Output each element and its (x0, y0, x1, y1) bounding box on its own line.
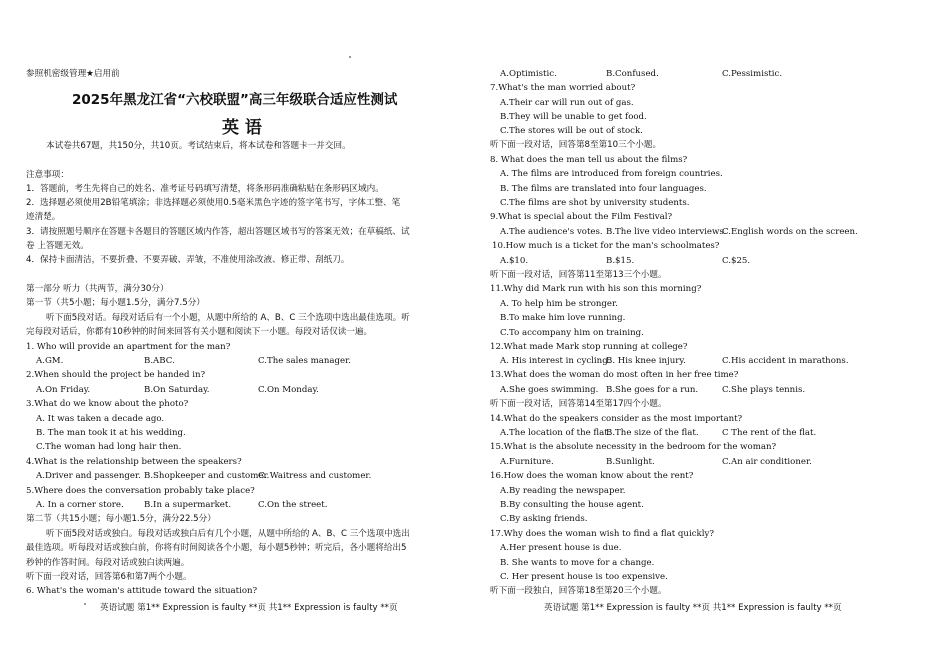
q3-option-b: B. The man took it at his wedding. (36, 428, 186, 438)
q4-option-b: B.Shopkeeper and customer. (144, 471, 270, 481)
question-17: 17.Why does the woman wish to find a flat quickly? (490, 529, 714, 539)
q15-option-c: C.An air conditioner. (722, 457, 812, 467)
q9-option-c: C.English words on the screen. (722, 227, 858, 237)
question-10: 10.How much is a ticket for the man's schoolmates? (492, 241, 720, 251)
question-3: 3.What do we know about the photo? (26, 399, 189, 409)
page-footer: 英语试题 第1** Expression is faulty **页 共1** Expression is faulty **页 (100, 603, 398, 613)
q17-option-c: C. Her present house is too expensive. (500, 572, 668, 582)
q4-option-a: A.Driver and passenger. (36, 471, 141, 481)
q3-option-a: A. It was taken a decade ago. (36, 414, 165, 424)
q12-option-a: A. His interest in cycling. (500, 356, 611, 366)
notice-item-3: 3．请按照题号顺序在答题卡各题目的答题区域内作答，超出答题区域书写的答案无效；在草稿纸、试 (26, 227, 410, 237)
q6-option-a: A.Optimistic. (500, 69, 557, 79)
q7-option-a: A.Their car will run out of gas. (500, 98, 634, 108)
q11-option-c: C.To accompany him on training. (500, 328, 644, 338)
q10-option-a: A.$10. (500, 256, 529, 266)
q15-option-a: A.Furniture. (500, 457, 554, 467)
q11-option-a: A. To help him be stronger. (500, 299, 618, 309)
q2-option-b: B.On Saturday. (144, 385, 210, 395)
q4-option-c: C. Waitress and customer. (258, 471, 372, 481)
question-11: 11.Why did Mark run with his son this morning? (490, 284, 702, 294)
question-16: 16.How does the woman know about the rent? (490, 471, 694, 481)
question-6: 6. What's the woman's attitude toward the situation? (26, 586, 258, 596)
question-4: 4.What is the relationship between the speakers? (26, 457, 242, 467)
q14-option-b: B.The size of the flat. (606, 428, 699, 438)
listening-lead-11-13: 听下面一段对话，回答第11至第13三个小题。 (490, 270, 667, 280)
listening-lead-18-20: 听下面一段独白，回答第18至第20三个小题。 (490, 586, 667, 596)
q16-option-b: B.By consulting the house agent. (500, 500, 644, 510)
q1-option-c: C.The sales manager. (258, 356, 352, 366)
notice-title: 注意事项： (26, 170, 69, 180)
notice-item-3-cont: 卷 上答题无效。 (26, 241, 89, 251)
q12-option-b: B. His knee injury. (606, 356, 686, 366)
q2-option-c: C.On Monday. (258, 385, 319, 395)
q9-option-b: B.The live video interviews. (606, 227, 727, 237)
notice-item-2-cont: 迹清楚。 (26, 212, 61, 222)
q11-option-b: B.To make him love running. (500, 313, 626, 323)
section-one-directions: 听下面5段对话。每段对话后有一个小题，从题中所给的 A、B、C 三个选项中选出最佳选项。听 (46, 313, 410, 323)
part-one-heading: 第一部分 听力（共两节，满分30分） (26, 284, 169, 294)
question-8: 8. What does the man tell us about the films? (490, 155, 688, 165)
exam-intro: 本试卷共67题，共150分，共10页。考试结束后，将本试卷和答题卡一并交回。 (46, 141, 351, 151)
exam-title: 2025年黑龙江省“六校联盟”高三年级联合适应性测试 (72, 92, 398, 108)
q7-option-c: C.The stores will be out of stock. (500, 126, 643, 136)
question-15: 15.What is the absolute necessity in the bedroom for the woman? (490, 442, 777, 452)
q5-option-b: B.In a supermarket. (144, 500, 232, 510)
q13-option-c: C.She plays tennis. (722, 385, 806, 395)
question-1: 1. Who will provide an apartment for the man? (26, 342, 231, 352)
listening-lead-8-10: 听下面一段对话，回答第8至第10三个小题。 (490, 140, 662, 150)
q8-option-c: C.The films are shot by university students. (500, 198, 690, 208)
listening-lead-6-7: 听下面一段对话，回答第6和第7两个小题。 (26, 572, 192, 582)
section-one-directions-cont: 完每段对话后，你都有10秒钟的时间来回答有关小题和阅读下一小题。每段对话仅读一遍。 (26, 327, 373, 337)
section-two-directions: 听下面5段对话或独白。每段对话或独白后有几个小题，从题中所给的 A、B、C 三个选项中选出 (46, 529, 410, 539)
q14-option-a: A.The location of the flat. (500, 428, 611, 438)
q7-option-b: B.They will be unable to get food. (500, 112, 647, 122)
q10-option-c: C.$25. (722, 256, 751, 266)
q17-option-b: B. She wants to move for a change. (500, 558, 655, 568)
q8-option-b: B. The films are translated into four languages. (500, 184, 707, 194)
listening-lead-14-17: 听下面一段对话，回答第14至第17四个小题。 (490, 399, 667, 409)
notice-item-4: 4．保持卡面清洁，不要折叠、不要弄破、弄皱，不准使用涂改液、修正带、刮纸刀。 (26, 255, 350, 265)
section-one-heading: 第一节（共5小题；每小题1.5分，满分7.5分） (26, 298, 205, 308)
question-5: 5.Where does the conversation probably take place? (26, 486, 255, 496)
q14-option-c: C The rent of the flat. (722, 428, 817, 438)
q8-option-a: A. The films are introduced from foreign countries. (500, 169, 723, 179)
question-7: 7.What's the man worried about? (490, 83, 636, 93)
notice-item-1: 1．答题前，考生先将自己的姓名、准考证号码填写清楚，将条形码准确粘贴在条形码区域内。 (26, 184, 384, 194)
q13-option-a: A.She goes swimming. (500, 385, 599, 395)
q16-option-a: A.By reading the newspaper. (500, 486, 626, 496)
q10-option-b: B.$15. (606, 256, 635, 266)
question-9: 9.What is special about the Film Festival? (490, 212, 673, 222)
q17-option-a: A.Her present house is due. (500, 543, 622, 553)
q5-option-a: A. In a corner store. (36, 500, 124, 510)
q5-option-c: C.On the street. (258, 500, 328, 510)
q2-option-a: A.On Friday. (36, 385, 91, 395)
section-two-directions-cont: 最佳选项。听每段对话或独白前，你将有时间阅读各个小题，每小题5秒钟；听完后，各小题将给出5 (26, 543, 407, 553)
question-12: 12.What made Mark stop running at college? (490, 342, 688, 352)
q12-option-c: C.His accident in marathons. (722, 356, 849, 366)
question-13: 13.What does the woman do most often in her free time? (490, 370, 739, 380)
question-2: 2.When should the project be handed in? (26, 370, 206, 380)
q13-option-b: B.She goes for a run. (606, 385, 699, 395)
question-14: 14.What do the speakers consider as the most important? (490, 414, 743, 424)
page-footer: 英语试题 第1** Expression is faulty **页 共1** Expression is faulty **页 (544, 603, 842, 613)
scan-speck (349, 56, 351, 58)
q6-option-c: C.Pessimistic. (722, 69, 783, 79)
section-two-heading: 第二节（共15小题；每小题1.5分，满分22.5分） (26, 514, 216, 524)
q1-option-a: A.GM. (36, 356, 64, 366)
confidentiality-tag: 参照机密级管理★启用前 (26, 69, 120, 79)
q6-option-b: B.Confused. (606, 69, 659, 79)
section-two-directions-end: 秒钟的作答时间。每段对话或独白读两遍。 (26, 558, 190, 568)
q1-option-b: B.ABC. (144, 356, 175, 366)
notice-item-2: 2．选择题必须使用2B铅笔填涂；非选择题必须使用0.5毫米黑色字迹的签字笔书写，字体工整、笔 (26, 198, 401, 208)
q3-option-c: C.The woman had long hair then. (36, 442, 182, 452)
q16-option-c: C.By asking friends. (500, 514, 588, 524)
q15-option-b: B.Sunlight. (606, 457, 655, 467)
subject-title: 英 语 (222, 118, 262, 138)
scan-speck (84, 603, 86, 605)
q9-option-a: A.The audience's votes. (500, 227, 603, 237)
